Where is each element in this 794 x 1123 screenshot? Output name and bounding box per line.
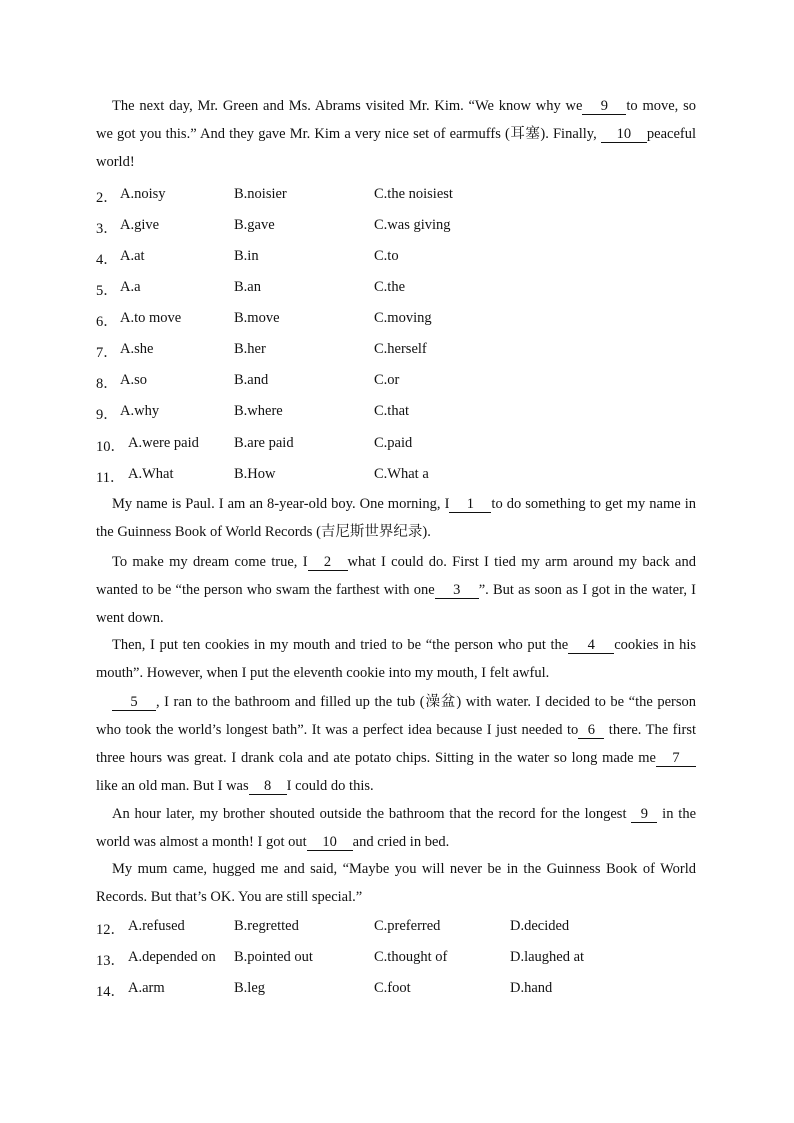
option-c: C.the — [374, 279, 406, 295]
option-b: B.regretted — [234, 918, 299, 934]
option-b: B.pointed out — [234, 949, 313, 965]
question-number: 14． — [96, 984, 125, 1000]
option-a: A.were paid — [128, 435, 199, 451]
passage-text: there. The first three hours was great. I drank cola and ate potato chips. Sitting in the water so long made me — [96, 722, 696, 766]
passage-text: To make my dream come true, I — [112, 554, 308, 570]
question-number: 3． — [96, 221, 118, 237]
passage-text: The next day, Mr. Green and Ms. Abrams visited Mr. Kim. “We know why we — [112, 98, 583, 114]
passage-text: ”. But as soon as I got in the water, I went down. — [96, 582, 696, 626]
option-d: D.decided — [510, 918, 570, 934]
option-a: A.arm — [128, 980, 165, 996]
passage-text: I could do this. — [286, 778, 374, 794]
option-b: B.are paid — [234, 435, 294, 451]
blank-8: 8 — [249, 778, 287, 795]
blank-7: 7 — [656, 750, 696, 767]
question-number: 2． — [96, 190, 118, 206]
option-b: B.and — [234, 372, 269, 388]
passage-text: cookies in his mouth”. However, when I put the eleventh cookie into my mouth, I felt awful. — [96, 637, 697, 681]
blank-3: 3 — [435, 582, 479, 599]
option-a: A.give — [120, 217, 160, 233]
passage-2-paragraph-4 — [96, 688, 696, 800]
option-c: C.moving — [374, 310, 432, 326]
option-b: B.leg — [234, 980, 266, 996]
blank-2: 2 — [308, 554, 348, 571]
option-a: A.refused — [128, 918, 185, 934]
passage-text: to move, so we got you this.” And they gave Mr. Kim a very nice set of earmuffs (耳塞). Finally, — [96, 98, 696, 142]
passage-text: what I could do. First I tied my arm around my back and wanted to be “the person who swam the farthest with one — [96, 554, 696, 598]
option-b: B.gave — [234, 217, 275, 233]
option-b: B.an — [234, 279, 261, 295]
passage-2-paragraph-6: My mum came, hugged me and said, “Maybe you will never be in the Guinness Book of World Records. But that’s OK. You are still special.” — [96, 861, 696, 905]
option-c: C.that — [374, 403, 410, 419]
passage-text: , I ran to the bathroom and filled up the tub (澡盆) with water. I decided to be “the person who took the world’s longest bath”. It was a perfect idea because I just needed to — [96, 694, 696, 738]
passage-2-paragraph-1 — [96, 490, 696, 546]
option-a: A.a — [120, 279, 141, 295]
passage-text: to do something to get my name in the Guinness Book of World Records (吉尼斯世界纪录). — [96, 496, 696, 540]
option-a: A.What — [128, 466, 174, 482]
option-a: A.depended on — [128, 949, 216, 965]
passage-2-paragraph-2 — [96, 548, 696, 632]
option-c: C.What a — [374, 466, 429, 482]
option-c: C.herself — [374, 341, 427, 357]
option-a: A.at — [120, 248, 145, 264]
option-b: B.where — [234, 403, 283, 419]
option-c: C.paid — [374, 435, 413, 451]
passage-text: in the world was almost a month! I got out — [96, 806, 697, 850]
blank-10: 10 — [601, 126, 647, 143]
blank-6: 6 — [578, 722, 604, 739]
option-d: D.laughed at — [510, 949, 585, 965]
option-c: C.foot — [374, 980, 411, 996]
option-b: B.in — [234, 248, 259, 264]
option-a: A.she — [120, 341, 154, 357]
option-b: B.How — [234, 466, 276, 482]
blank-10b: 10 — [307, 834, 353, 851]
blank-4: 4 — [568, 637, 614, 654]
option-b: B.noisier — [234, 186, 287, 202]
passage-text: peaceful world! — [96, 126, 697, 170]
passage-text: My name is Paul. I am an 8-year-old boy. One morning, I — [112, 496, 450, 512]
question-number: 6． — [96, 314, 118, 330]
question-number: 13． — [96, 953, 125, 969]
option-d: D.hand — [510, 980, 553, 996]
option-a: A.why — [120, 403, 160, 419]
blank-9b: 9 — [631, 806, 657, 823]
passage-2-paragraph-3 — [96, 631, 696, 687]
option-c: C.the noisiest — [374, 186, 453, 202]
option-c: C.to — [374, 248, 399, 264]
option-a: A.to move — [120, 310, 182, 326]
option-b: B.move — [234, 310, 280, 326]
question-number: 11． — [96, 470, 125, 486]
option-a: A.noisy — [120, 186, 166, 202]
blank-1: 1 — [449, 496, 491, 513]
option-c: C.or — [374, 372, 400, 388]
option-c: C.thought of — [374, 949, 448, 965]
blank-9: 9 — [582, 98, 626, 115]
blank-5: 5 — [112, 694, 156, 711]
question-number: 4． — [96, 252, 118, 268]
passage-text: Then, I put ten cookies in my mouth and tried to be “the person who put the — [112, 637, 569, 653]
option-c: C.was giving — [374, 217, 451, 233]
passage-text: like an old man. But I was — [96, 778, 249, 794]
passage-text: An hour later, my brother shouted outside the bathroom that the record for the longest — [112, 806, 627, 822]
passage-1-paragraph — [96, 92, 696, 176]
option-a: A.so — [120, 372, 147, 388]
option-c: C.preferred — [374, 918, 441, 934]
passage-text: and cried in bed. — [352, 834, 450, 850]
question-number: 12． — [96, 922, 125, 938]
question-number: 5． — [96, 283, 118, 299]
question-number: 9． — [96, 407, 118, 423]
passage-2-paragraph-5 — [96, 800, 696, 856]
question-number: 8． — [96, 376, 118, 392]
question-number: 7． — [96, 345, 118, 361]
question-number: 10． — [96, 439, 125, 455]
option-b: B.her — [234, 341, 266, 357]
